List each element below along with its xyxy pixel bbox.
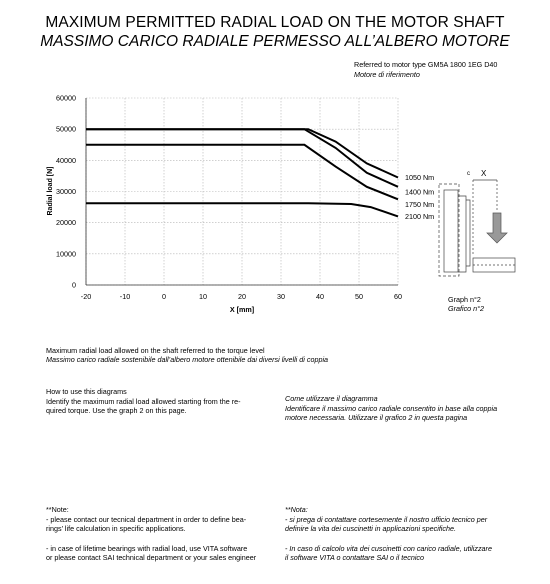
- description-en: Maximum radial load allowed on the shaft referred to the torque level: [46, 346, 265, 355]
- motor-shaft-diagram: [439, 180, 515, 276]
- motor-reference-italian: Motore di riferimento: [354, 70, 420, 79]
- note-en-line: or please contact SAI technical department or your sales engineer: [46, 553, 257, 563]
- motor-flange: [444, 190, 458, 272]
- note-en: [46, 505, 256, 563]
- y-tick-label: 30000: [56, 187, 76, 196]
- note-en-heading: **Note:: [46, 505, 69, 514]
- motor-reference: Referred to motor type GM5A 1800 1EG D40: [354, 60, 498, 69]
- y-tick-label: 50000: [56, 124, 76, 134]
- note-it-line: il software VITA o contattare SAI o il tecnico: [285, 553, 425, 563]
- howto-it-line: Identificare il massimo carico radiale consentito in base alla coppia: [285, 403, 498, 413]
- diagram-x-label: X: [481, 169, 487, 178]
- series-label: 2100 Nm: [405, 211, 435, 221]
- note-it-line: definire la vita dei cuscinetti in applicazioni specifiche.: [285, 524, 456, 534]
- y-tick-label: 60000: [56, 93, 76, 103]
- motor-ring: [466, 200, 470, 266]
- y-tick-label: 10000: [56, 249, 76, 259]
- note-it-heading: **Nota:: [285, 505, 308, 514]
- howto-en-line: Identify the maximum radial load allowed starting from the re-: [46, 396, 241, 406]
- howto-en: [46, 387, 241, 416]
- howto-en-heading: How to use this diagrams: [46, 387, 127, 396]
- note-en-line: rings’ life calculation in specific applications.: [46, 524, 186, 534]
- note-en-line: - please contact our tecnical department in order to define bea-: [46, 514, 247, 524]
- howto-it-line: motore necessaria. Utilizzare il grafico 2 in questa pagina: [285, 413, 468, 423]
- note-it: [285, 505, 492, 563]
- motor-body-outline: [439, 184, 459, 276]
- chart-series-lines: [86, 129, 398, 216]
- chart-grid: [86, 98, 398, 285]
- y-tick-label: 40000: [56, 155, 76, 165]
- x-tick-label: 40: [316, 292, 324, 301]
- chart-series-labels: [405, 173, 434, 221]
- title-italian: MASSIMO CARICO RADIALE PERMESSO ALL’ALBERO MOTORE: [40, 33, 510, 50]
- x-tick-label: 30: [277, 292, 285, 301]
- series-label: 1750 Nm: [405, 199, 435, 209]
- x-tick-label: 0: [162, 292, 166, 301]
- title-english: MAXIMUM PERMITTED RADIAL LOAD ON THE MOTOR SHAFT: [45, 14, 505, 31]
- howto-en-line: quired torque. Use the graph 2 on this page.: [46, 406, 187, 416]
- x-tick-label: -20: [80, 292, 92, 301]
- graph-number-it: Grafico n°2: [448, 303, 485, 313]
- note-en-line: - in case of lifetime bearings with radial load, use VITA software: [46, 543, 248, 553]
- howto-it: [285, 394, 497, 423]
- radial-load-arrow-icon: [487, 213, 507, 243]
- chart-tick-labels: [56, 94, 402, 302]
- x-tick-label: 60: [394, 292, 402, 301]
- description-it: Massimo carico radiale sostenibile dall’albero motore ottenibile dai diversi livelli di coppia: [46, 355, 329, 364]
- howto-it-heading: Come utilizzare il diagramma: [285, 394, 378, 403]
- x-tick-label: 50: [355, 292, 363, 301]
- x-axis-label: X [mm]: [229, 305, 255, 314]
- y-tick-label: 0: [72, 280, 76, 290]
- graph-number-en: Graph n°2: [448, 295, 481, 304]
- series-label: 1050 Nm: [405, 172, 435, 182]
- x-tick-label: 10: [199, 292, 207, 301]
- graph-number: [448, 296, 484, 313]
- series-label: 1400 Nm: [405, 187, 435, 197]
- y-axis-label: Radial load [N]: [47, 166, 54, 216]
- note-it-line: - In caso di calcolo vita dei cuscinetti con carico radiale, utilizzare: [285, 543, 492, 553]
- note-it-line: - si prega di contattare cortesemente il nostro ufficio tecnico per: [285, 514, 488, 524]
- x-tick-label: -10: [119, 292, 131, 301]
- y-tick-label: 20000: [56, 218, 76, 228]
- x-tick-label: 20: [238, 292, 246, 301]
- diagram-c-label: c: [467, 171, 470, 177]
